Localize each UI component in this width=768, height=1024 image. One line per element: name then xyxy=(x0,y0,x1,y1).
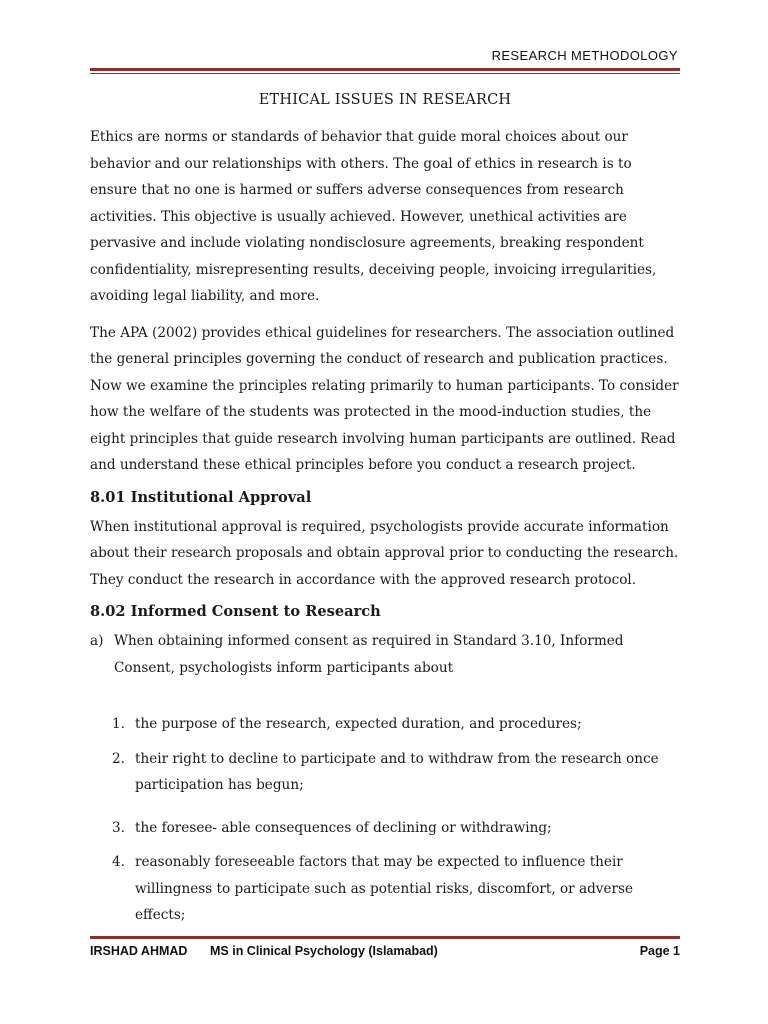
footer-program: MS in Clinical Psychology (Islamabad) xyxy=(210,944,438,958)
page-content xyxy=(90,92,680,937)
list-item xyxy=(112,815,680,842)
section-heading-802: 8.02 Informed Consent to Research xyxy=(90,603,381,620)
list-item xyxy=(112,746,680,799)
intro-paragraph-2: The APA (2002) provides ethical guidelines for researchers. The association outlined the general principles governing the conduct of research and publication practices. Now we examine the principles relating primarily to human participants. To consider how the welfare of the students was protected in the mood-induction studies, the eight principles that guide research involving human participants are outlined. Read and understand these ethical principles before you conduct a research project. xyxy=(90,324,679,473)
list-marker: 4. xyxy=(112,854,125,870)
section-801-paragraph: When institutional approval is required, psychologists provide accurate information about their research proposals and obtain approval prior to conducting the research. They conduct the research in accordance with the approved research protocol. xyxy=(90,518,679,588)
consent-item-a-text: When obtaining informed consent as required in Standard 3.10, Informed Consent, psychologists inform participants about xyxy=(114,633,624,676)
list-marker: 1. xyxy=(112,716,125,732)
header-rule-thick xyxy=(90,68,680,71)
list-item-text: reasonably foreseeable factors that may be expected to influence their willingness to participate such as potential risks, discomfort, or adverse effects; xyxy=(135,854,634,923)
list-item-text: the purpose of the research, expected duration, and procedures; xyxy=(135,716,582,732)
section-heading-801: 8.01 Institutional Approval xyxy=(90,488,312,506)
running-header-title: RESEARCH METHODOLOGY xyxy=(491,48,678,63)
list-item-text: their right to decline to participate and to withdraw from the research once participation has begun; xyxy=(135,750,659,793)
header-rule-thin xyxy=(90,73,680,74)
consent-numbered-list xyxy=(90,711,680,929)
intro-paragraph-1: Ethics are norms or standards of behavior that guide moral choices about our behavior and our relationships with others. The goal of ethics in research is to ensure that no one is harmed or suffers adverse consequences from research activities. This objective is usually achieved. However, unethical activities are pervasive and include violating nondisclosure agreements, breaking respondent confidentiality, misrepresenting results, deceiving people, invoicing irregularities, avoiding legal liability, and more. xyxy=(90,129,657,304)
list-marker: 2. xyxy=(112,750,125,767)
list-marker: 3. xyxy=(112,819,125,836)
consent-item-a xyxy=(90,628,680,681)
list-item xyxy=(112,711,680,738)
footer-author: IRSHAD AHMAD xyxy=(90,944,188,958)
document-title: ETHICAL ISSUES IN RESEARCH xyxy=(258,92,512,108)
footer-rule xyxy=(90,936,680,939)
list-item xyxy=(112,849,680,929)
list-marker-a: a) xyxy=(90,633,104,649)
list-item-text: the foresee- able consequences of declining or withdrawing; xyxy=(135,819,552,836)
footer-page-number: Page 1 xyxy=(639,944,680,958)
